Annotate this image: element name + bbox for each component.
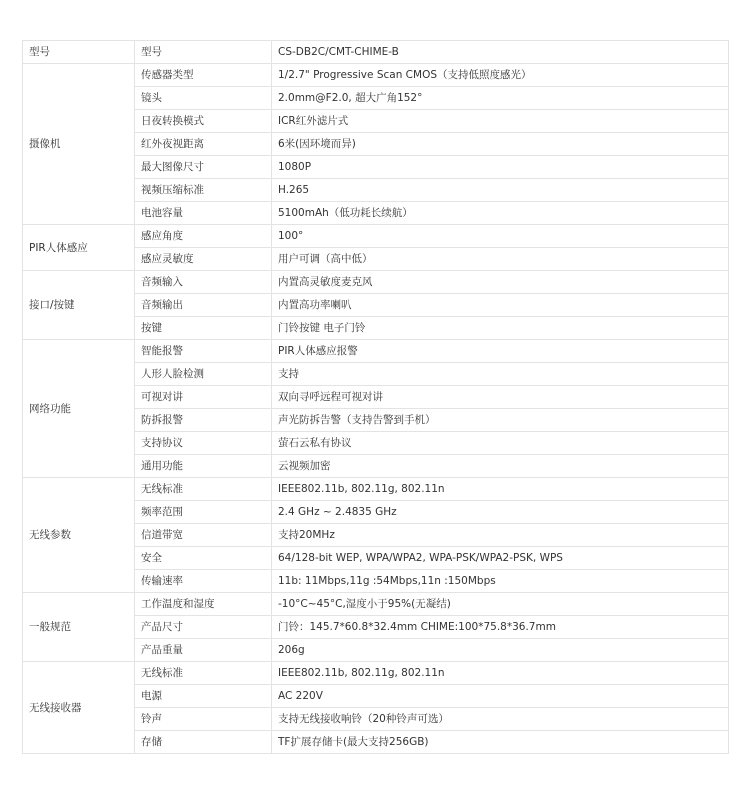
- table-row: [23, 593, 729, 616]
- item-cell: 传输速率: [135, 570, 272, 593]
- value-cell: 1/2.7" Progressive Scan CMOS（支持低照度感光）: [272, 64, 729, 87]
- value-cell: TF扩展存储卡(最大支持256GB): [272, 731, 729, 754]
- value-cell: 声光防拆告警（支持告警到手机）: [272, 409, 729, 432]
- table-row: [23, 41, 729, 64]
- value-cell: 云视频加密: [272, 455, 729, 478]
- item-cell: 产品重量: [135, 639, 272, 662]
- category-cell: 无线参数: [23, 478, 135, 593]
- item-cell: 日夜转换模式: [135, 110, 272, 133]
- item-cell: 镜头: [135, 87, 272, 110]
- value-cell: 门铃按键 电子门铃: [272, 317, 729, 340]
- item-cell: 通用功能: [135, 455, 272, 478]
- item-cell: 可视对讲: [135, 386, 272, 409]
- value-cell: 100°: [272, 225, 729, 248]
- item-cell: 感应角度: [135, 225, 272, 248]
- value-cell: 用户可调（高中低）: [272, 248, 729, 271]
- value-cell: 5100mAh（低功耗长续航）: [272, 202, 729, 225]
- spec-table-body: [23, 41, 729, 754]
- table-row: [23, 662, 729, 685]
- item-cell: 频率范围: [135, 501, 272, 524]
- item-cell: 音频输出: [135, 294, 272, 317]
- item-cell: 电源: [135, 685, 272, 708]
- value-cell: PIR人体感应报警: [272, 340, 729, 363]
- item-cell: 防拆报警: [135, 409, 272, 432]
- value-cell: 64/128-bit WEP, WPA/WPA2, WPA-PSK/WPA2-PSK, WPS: [272, 547, 729, 570]
- value-cell: 支持20MHz: [272, 524, 729, 547]
- item-cell: 无线标准: [135, 662, 272, 685]
- spec-table-container: [22, 40, 729, 754]
- item-cell: 产品尺寸: [135, 616, 272, 639]
- category-cell: 网络功能: [23, 340, 135, 478]
- value-cell: 双向寻呼远程可视对讲: [272, 386, 729, 409]
- item-cell: 传感器类型: [135, 64, 272, 87]
- category-cell: 一般规范: [23, 593, 135, 662]
- table-row: [23, 478, 729, 501]
- value-cell: CS-DB2C/CMT-CHIME-B: [272, 41, 729, 64]
- value-cell: ICR红外滤片式: [272, 110, 729, 133]
- category-cell: 接口/按键: [23, 271, 135, 340]
- table-row: [23, 64, 729, 87]
- item-cell: 铃声: [135, 708, 272, 731]
- value-cell: 1080P: [272, 156, 729, 179]
- item-cell: 人形人脸检测: [135, 363, 272, 386]
- table-row: [23, 271, 729, 294]
- item-cell: 视频压缩标准: [135, 179, 272, 202]
- value-cell: 内置高灵敏度麦克风: [272, 271, 729, 294]
- value-cell: 2.4 GHz ~ 2.4835 GHz: [272, 501, 729, 524]
- value-cell: 萤石云私有协议: [272, 432, 729, 455]
- item-cell: 工作温度和湿度: [135, 593, 272, 616]
- value-cell: -10°C~45°C,湿度小于95%(无凝结): [272, 593, 729, 616]
- item-cell: 按键: [135, 317, 272, 340]
- item-cell: 电池容量: [135, 202, 272, 225]
- table-row: [23, 340, 729, 363]
- item-cell: 信道带宽: [135, 524, 272, 547]
- value-cell: H.265: [272, 179, 729, 202]
- table-row: [23, 225, 729, 248]
- item-cell: 安全: [135, 547, 272, 570]
- item-cell: 音频输入: [135, 271, 272, 294]
- category-cell: 型号: [23, 41, 135, 64]
- value-cell: 内置高功率喇叭: [272, 294, 729, 317]
- spec-table: [22, 40, 729, 754]
- value-cell: 2.0mm@F2.0, 超大广角152°: [272, 87, 729, 110]
- value-cell: 支持: [272, 363, 729, 386]
- category-cell: PIR人体感应: [23, 225, 135, 271]
- item-cell: 智能报警: [135, 340, 272, 363]
- item-cell: 最大图像尺寸: [135, 156, 272, 179]
- item-cell: 无线标准: [135, 478, 272, 501]
- value-cell: 206g: [272, 639, 729, 662]
- category-cell: 摄像机: [23, 64, 135, 225]
- item-cell: 支持协议: [135, 432, 272, 455]
- value-cell: AC 220V: [272, 685, 729, 708]
- category-cell: 无线接收器: [23, 662, 135, 754]
- value-cell: 11b: 11Mbps,11g :54Mbps,11n :150Mbps: [272, 570, 729, 593]
- value-cell: IEEE802.11b, 802.11g, 802.11n: [272, 662, 729, 685]
- item-cell: 型号: [135, 41, 272, 64]
- value-cell: 门铃：145.7*60.8*32.4mm CHIME:100*75.8*36.7mm: [272, 616, 729, 639]
- item-cell: 红外夜视距离: [135, 133, 272, 156]
- value-cell: 6米(因环境而异): [272, 133, 729, 156]
- item-cell: 存储: [135, 731, 272, 754]
- item-cell: 感应灵敏度: [135, 248, 272, 271]
- value-cell: IEEE802.11b, 802.11g, 802.11n: [272, 478, 729, 501]
- value-cell: 支持无线接收响铃（20种铃声可选）: [272, 708, 729, 731]
